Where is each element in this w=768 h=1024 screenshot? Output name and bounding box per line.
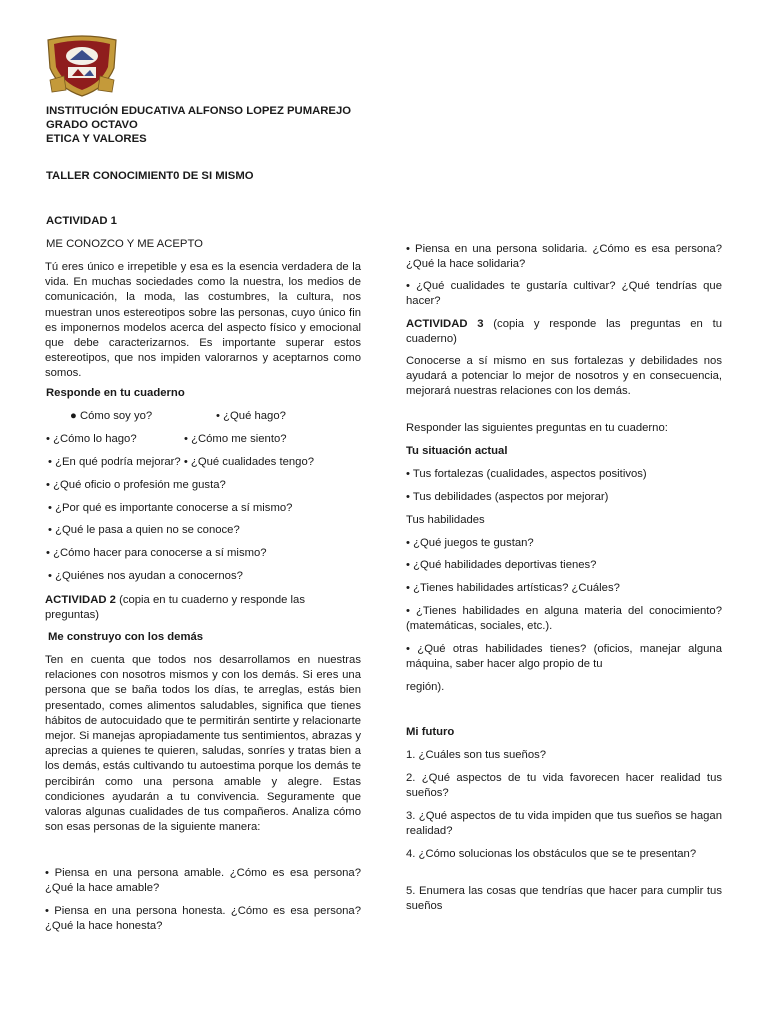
otras-habilidades-item: • ¿Qué otras habilidades tienes? (oficios, manejar alguna máquina, saber hacer algo propio de tu <box>406 643 722 671</box>
question-oficio: • ¿Qué oficio o profesión me gusta? <box>46 479 226 491</box>
activity-2-title: ACTIVIDAD 2 <box>45 594 116 606</box>
conocerse-paragraph: Conocerse a sí mismo en sus fortalezas y debilidades nos ayudará a potenciar lo mejor de nosotros y en consecuencia, mejorará nuestras relaciones con los demás. <box>406 355 722 398</box>
grade-label: GRADO OCTAVO <box>46 119 138 131</box>
futuro-q4: 4. ¿Cómo solucionas los obstáculos que se te presentan? <box>406 848 697 860</box>
activity-1-subtitle: ME CONOZCO Y ME ACEPTO <box>46 238 203 250</box>
deportivas-item: • ¿Qué habilidades deportivas tienes? <box>406 559 597 571</box>
region-text: región). <box>406 681 445 693</box>
question-no-se-conoce: • ¿Qué le pasa a quien no se conoce? <box>48 524 240 536</box>
activity-2-instruction <box>45 593 361 623</box>
question-como-lo-hago: • ¿Cómo lo hago? <box>46 433 137 445</box>
relationships-paragraph: Ten en cuenta que todos nos desarrollamos en nuestras relaciones con nosotros mismos y con los demás. Si eres una persona que se baña todos los días, te arreglas, estás bien presentado, comes alimentos saludables, significa que tienes hábitos de autocuidado que te permitirán sentirte y relacionarte mejor. Si manejas apropiadamente tus sentimientos, abrazas y aprecias a quienes te quieren, saludas, sonríes y tratas bien a los demás, estás cultivando tu autoestima porque los demás te percibirán como una persona amable y alegre. Estas condiciones ayudarán a tu convivencia. Seguramente que valoras algunas cualidades de tus compañeros. Analiza cómo son esas personas de la siguiente manera: <box>45 654 361 834</box>
debilidades-item: • Tus debilidades (aspectos por mejorar) <box>406 491 609 503</box>
question-conocerse: • ¿Cómo hacer para conocerse a sí mismo? <box>46 547 267 559</box>
habilidades-heading: Tus habilidades <box>406 514 485 526</box>
artisticas-item: • ¿Tienes habilidades artísticas? ¿Cuáles? <box>406 582 620 594</box>
futuro-q2: 2. ¿Qué aspectos de tu vida favorecen hacer realidad tus sueños? <box>406 772 722 800</box>
institution-name: INSTITUCIÓN EDUCATIVA ALFONSO LOPEZ PUMAREJO <box>46 105 352 117</box>
question-quienes: • ¿Quiénes nos ayudan a conocernos? <box>48 570 243 582</box>
activity-3-text: (copia y responde las preguntas en tu cuaderno) <box>406 318 722 346</box>
activity-3-instruction <box>406 317 722 347</box>
situacion-heading: Tu situación actual <box>406 445 508 457</box>
futuro-heading: Mi futuro <box>406 726 455 738</box>
responde-heading: Responde en tu cuaderno <box>46 387 185 399</box>
question-importante: • ¿Por qué es importante conocerse a sí mismo? <box>48 502 293 514</box>
activity-3-title: ACTIVIDAD 3 <box>406 318 484 330</box>
futuro-q1: 1. ¿Cuáles son tus sueños? <box>406 749 547 761</box>
question-como-soy: ● Cómo soy yo? <box>70 410 153 422</box>
question-como-me-siento: • ¿Cómo me siento? <box>184 433 287 445</box>
question-que-hago: • ¿Qué hago? <box>216 410 286 422</box>
solidaria-question: • Piensa en una persona solidaria. ¿Cómo es esa persona? ¿Qué la hace solidaria? <box>406 243 722 271</box>
responder-instruction: Responder las siguientes preguntas en tu cuaderno: <box>406 422 668 434</box>
cultivar-question: • ¿Qué cualidades te gustaría cultivar? ¿Qué tendrías que hacer? <box>406 280 722 308</box>
school-crest-logo <box>44 34 120 98</box>
subject-label: ETICA Y VALORES <box>46 133 147 145</box>
activity-1-title: ACTIVIDAD 1 <box>46 215 117 227</box>
materia-item: • ¿Tienes habilidades en alguna materia del conocimiento? (matemáticas, sociales, etc.). <box>406 605 722 633</box>
fortalezas-item: • Tus fortalezas (cualidades, aspectos positivos) <box>406 468 647 480</box>
futuro-q5: 5. Enumera las cosas que tendrías que hacer para cumplir tus sueños <box>406 885 722 913</box>
workshop-title: TALLER CONOCIMIENT0 DE SI MISMO <box>46 170 254 182</box>
activity-2-text: (copia en tu cuaderno y responde las preguntas) <box>45 594 305 622</box>
juegos-item: • ¿Qué juegos te gustan? <box>406 537 534 549</box>
amable-question: • Piensa en una persona amable. ¿Cómo es esa persona? ¿Qué la hace amable? <box>45 867 361 895</box>
futuro-q3: 3. ¿Qué aspectos de tu vida impiden que tus sueños se hagan realidad? <box>406 810 722 838</box>
construyo-heading: Me construyo con los demás <box>48 631 204 643</box>
intro-paragraph: Tú eres único e irrepetible y esa es la esencia verdadera de la vida. En muchas sociedades como la nuestra, los medios de comunicación, la moda, las costumbres, la cultura, nos muestran unos estereotipos sobre las personas, cuyo único fin es imponernos modelos acerca del aspecto físico y emocional que debe caracterizarnos. Es importante superar estos estereotipos, que nos impiden valorarnos y aceptarnos como somos. <box>45 261 361 380</box>
question-mejorar: • ¿En qué podría mejorar? • ¿Qué cualidades tengo? <box>48 456 315 468</box>
honesta-question: • Piensa en una persona honesta. ¿Cómo es esa persona? ¿Qué la hace honesta? <box>45 905 361 933</box>
